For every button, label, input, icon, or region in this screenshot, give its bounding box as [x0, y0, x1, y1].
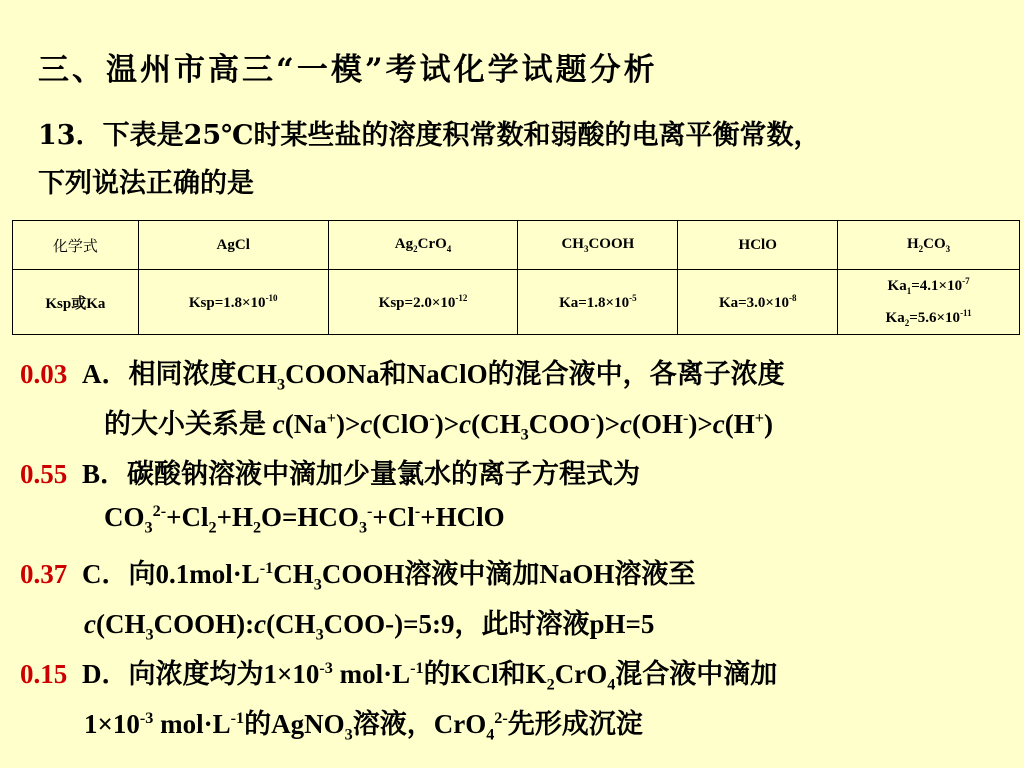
option-d-line-2: $1\times 10^{-3}$ $mol\cdot L^{-1}$的AgNO$_3$溶液，CrO$_4^{2-}$先形成沉淀 — [84, 709, 643, 744]
question-line-1: 13．下表是25℃时某些盐的溶度积常数和弱酸的电离平衡常数， — [38, 120, 821, 151]
option-d-line-1: 0.15 D．向浓度均为$1\times 10^{-3}$ $mol\cdot L^{-1}$的KCl和$K_2CrO_4$混合液中滴加 — [20, 659, 778, 694]
question-stem — [38, 112, 998, 208]
slide-title: 三、温州市高三“一模”考试化学试题分析 — [38, 52, 658, 88]
option-d-score: 0.15 — [20, 659, 68, 689]
table-value-row — [13, 270, 1020, 335]
ka2-value: $Ka_2=5.6\times 10^{-11}$ — [885, 308, 972, 328]
header-cell-hclo: HClO — [678, 221, 838, 270]
constants-table — [12, 220, 1020, 335]
value-cell-agcl: $Ksp=1.8\times 10^{-10}$ — [138, 270, 328, 335]
value-cell-h2co3 — [838, 270, 1020, 335]
option-c-line-2: $c(CH_3COOH):c(CH_3COO-)=5:9$，此时溶液pH=5 — [84, 609, 655, 644]
option-b-score: 0.55 — [20, 459, 68, 489]
question-line-2: 下列说法正确的是 — [38, 168, 254, 199]
header-cell-agcl: AgCl — [138, 221, 328, 270]
option-c-line-1: 0.37 C．向$0.1mol\cdot L^{-1}CH_3COOH$溶液中滴加NaOH溶液至 — [20, 559, 696, 594]
value-cell-label: Ksp或Ka — [13, 270, 139, 335]
header-cell-h2co3: $H_2CO_3$ — [838, 221, 1020, 270]
value-cell-ch3cooh: $Ka=1.8\times 10^{-5}$ — [518, 270, 678, 335]
header-cell-ch3cooh: $CH_3COOH$ — [518, 221, 678, 270]
header-cell-ag2cro4: $Ag_2CrO_4$ — [328, 221, 518, 270]
option-c-score: 0.37 — [20, 559, 68, 589]
option-b-line-2: $CO_3^{2-}+Cl_2+H_2O=HCO_3^-+Cl^-+HClO$ — [104, 502, 505, 537]
option-b-line-1: 0.55 B．碳酸钠溶液中滴加少量氯水的离子方程式为 — [20, 459, 641, 489]
table-header-row — [13, 221, 1020, 270]
value-cell-hclo: $Ka=3.0\times 10^{-8}$ — [678, 270, 838, 335]
option-a-line-2: 的大小关系是 $c(Na^+)>c(ClO^-)>c(CH_3COO^-)>c(OH^-)>c(H^+)$ — [104, 409, 773, 444]
ka1-value: $Ka_1=4.1\times 10^{-7}$ — [887, 276, 970, 296]
header-cell-formula: 化学式 — [13, 221, 139, 270]
value-cell-ag2cro4: $Ksp=2.0\times 10^{-12}$ — [328, 270, 518, 335]
option-a-score: 0.03 — [20, 359, 68, 389]
option-a-line-1: 0.03 A．相同浓度$CH_3COONa$和NaClO的混合液中，各离子浓度 — [20, 359, 785, 394]
